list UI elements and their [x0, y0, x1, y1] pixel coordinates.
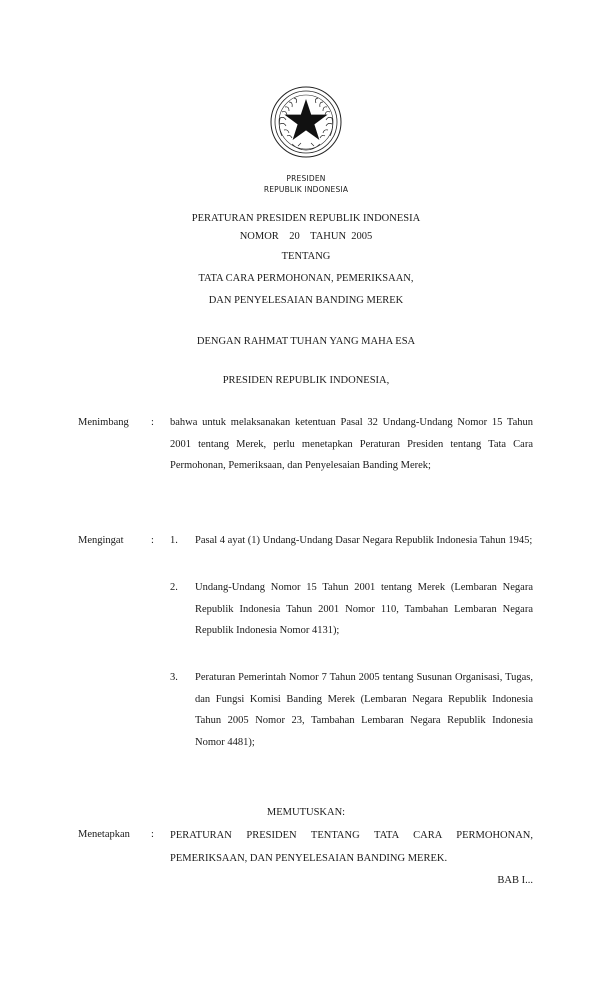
mengingat-item-1-number: 1.	[170, 535, 178, 546]
title-line-1: PERATURAN PRESIDEN REPUBLIK INDONESIA	[191, 213, 421, 224]
menetapkan-text: PERATURAN PRESIDEN TENTANG TATA CARA PERMOHONAN, PEMERIKSAAN, DAN PENYELESAIAN BANDING MEREK.	[170, 830, 533, 864]
menimbang-label: Menimbang	[78, 417, 129, 428]
mengingat-colon: :	[151, 535, 154, 546]
invocation: DENGAN RAHMAT TUHAN YANG MAHA ESA	[196, 336, 416, 347]
mengingat-item-2-number: 2.	[170, 582, 178, 593]
memutuskan-heading: MEMUTUSKAN:	[266, 807, 346, 818]
presidential-emblem-icon	[268, 84, 344, 160]
title-subject-1: TATA CARA PERMOHONAN, PEMERIKSAAN,	[198, 273, 414, 284]
header-republik: REPUBLIK INDONESIA	[263, 185, 349, 194]
mengingat-item-2-text: Undang-Undang Nomor 15 Tahun 2001 tentang Merek (Lembaran Negara Republik Indonesia Tahun 2001 Nomor 110, Tambahan Lembaran Negara Republik Indonesia Nomor 4131);	[195, 582, 533, 636]
mengingat-item-3-number: 3.	[170, 672, 178, 683]
header-presiden: PRESIDEN	[286, 174, 326, 183]
title-nomor: NOMOR 20 TAHUN 2005	[239, 231, 373, 242]
menetapkan-label: Menetapkan	[78, 829, 130, 840]
mengingat-label: Mengingat	[78, 535, 124, 546]
menimbang-text: bahwa untuk melaksanakan ketentuan Pasal 32 Undang-Undang Nomor 15 Tahun 2001 tentang Merek, perlu menetapkan Peraturan Presiden tentang Tata Cara Permohonan, Pemeriksaan, dan Penyelesaian Banding Merek;	[170, 417, 533, 471]
continuation-marker: BAB I...	[497, 875, 533, 886]
title-subject-2: DAN PENYELESAIAN BANDING MEREK	[208, 295, 404, 306]
title-tentang: TENTANG	[281, 251, 331, 262]
menetapkan-colon: :	[151, 829, 154, 840]
authority: PRESIDEN REPUBLIK INDONESIA,	[222, 375, 390, 386]
menimbang-colon: :	[151, 417, 154, 428]
mengingat-item-1-text: Pasal 4 ayat (1) Undang-Undang Dasar Negara Republik Indonesia Tahun 1945;	[195, 535, 533, 546]
mengingat-item-3-text: Peraturan Pemerintah Nomor 7 Tahun 2005 tentang Susunan Organisasi, Tugas, dan Fungsi Komisi Banding Merek (Lembaran Negara Republik Indonesia Tahun 2005 Nomor 23, Tambahan Lembaran Negara Republik Indonesia Nomor 4481);	[195, 672, 533, 748]
